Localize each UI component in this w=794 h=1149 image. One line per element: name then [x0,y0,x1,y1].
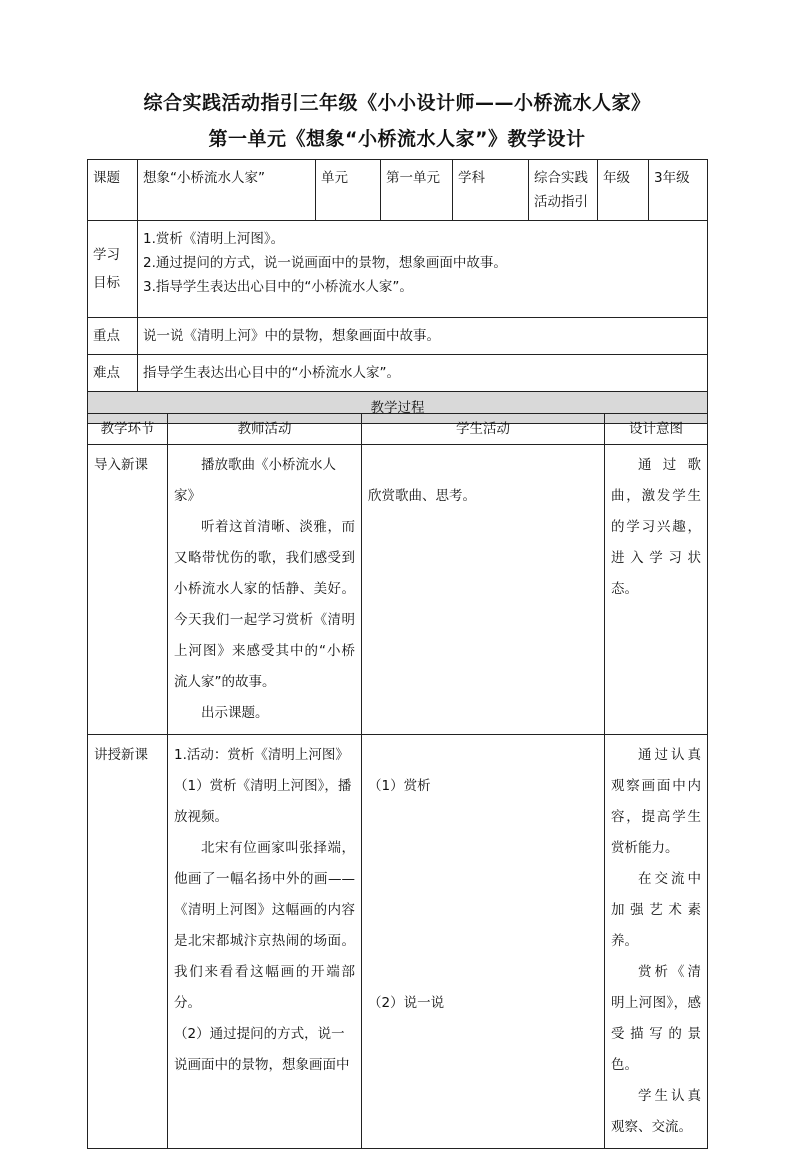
stage-cell: 讲授新课 [88,735,168,1149]
lesson-info-table [87,159,708,424]
teacher-activity [168,445,362,735]
spacer [368,802,598,988]
info-row [88,160,708,221]
teacher-paragraph: 1.活动：赏析《清明上河图》 [174,747,349,763]
intent-paragraph: 学生认真观察、交流。 [611,1088,701,1135]
student-paragraph: 欣赏歌曲、思考。 [368,488,476,504]
goal-item: 2.通过提问的方式，说一说画面中的景物，想象画面中故事。 [143,255,507,271]
unit-label: 单元 [316,160,381,221]
difficulty-text: 指导学生表达出心目中的“小桥流水人家”。 [138,355,708,392]
teacher-activity [168,735,362,1149]
difficulty-row [88,355,708,392]
spacer [368,740,598,771]
teaching-process-table [87,413,708,1149]
intent-paragraph: 通过认真观察画面中内容，提高学生赏析能力。 [611,747,701,856]
stage-cell: 导入新课 [88,445,168,735]
topic-value: 想象“小桥流水人家” [138,160,316,221]
key-point-text: 说一说《清明上河》中的景物，想象画面中故事。 [138,318,708,355]
goals-label [88,221,138,318]
goals-content [138,221,708,318]
teacher-paragraph: 听着这首清晰、淡雅，而又略带忧伤的歌，我们感受到小桥流水人家的恬静、美好。今天我们一起学习赏析《清明上河图》来感受其中的“小桥流人家”的故事。 [174,519,355,690]
intent-paragraph: 通 过 歌 曲，激发学生的学习兴趣，进入学习状态。 [611,457,701,597]
goals-row [88,221,708,318]
subject-value [529,160,598,221]
grade-value: 3年级 [649,160,708,221]
design-intent [605,735,708,1149]
subject-value-line: 综合实践 [534,170,588,186]
header-student: 学生活动 [362,414,605,445]
teacher-paragraph: （2）通过提问的方式，说一说画面中的景物，想象画面中 [174,1026,350,1073]
goals-label-line: 目标 [93,275,120,291]
topic-label: 课题 [88,160,138,221]
document-title: 综合实践活动指引三年级《小小设计师——小桥流水人家》 [143,92,651,114]
teacher-paragraph: 播放歌曲《小桥流水人家》 [174,457,336,504]
process-row-new-lesson [88,735,708,1149]
document-subtitle: 第一单元《想象“小桥流水人家”》教学设计 [208,128,586,150]
intent-paragraph: 在交流中加强艺术素养。 [611,871,701,949]
intent-paragraph: 赏析《清明上河图》，感受描写的景色。 [611,964,701,1073]
student-activity [362,735,605,1149]
process-title: 教学过程 [88,392,708,424]
difficulty-label: 难点 [88,355,138,392]
teacher-paragraph: 北宋有位画家叫张择端，他画了一幅名扬中外的画——《清明上河图》这幅画的内容是北宋都城汴京热闹的场面。我们来看看这幅画的开端部分。 [174,840,355,1011]
process-row-intro [88,445,708,735]
header-intent: 设计意图 [605,414,708,445]
grade-label: 年级 [598,160,649,221]
key-point-row [88,318,708,355]
goal-item: 1.赏析《清明上河图》。 [143,231,285,247]
student-paragraph: （2）说一说 [368,995,445,1011]
key-point-label: 重点 [88,318,138,355]
teacher-paragraph: （1）赏析《清明上河图》，播放视频。 [174,778,352,825]
spacer [368,450,598,481]
process-header-row [88,414,708,445]
subject-label: 学科 [453,160,529,221]
unit-value: 第一单元 [381,160,453,221]
design-intent [605,445,708,735]
goals-label-line: 学习 [93,247,120,263]
header-teacher: 教师活动 [168,414,362,445]
subject-value-line: 活动指引 [534,194,588,210]
student-activity [362,445,605,735]
teacher-paragraph: 出示课题。 [201,705,269,721]
goal-item: 3.指导学生表达出心目中的“小桥流水人家”。 [143,279,413,295]
student-paragraph: （1）赏析 [368,778,431,794]
header-stage: 教学环节 [88,414,168,445]
